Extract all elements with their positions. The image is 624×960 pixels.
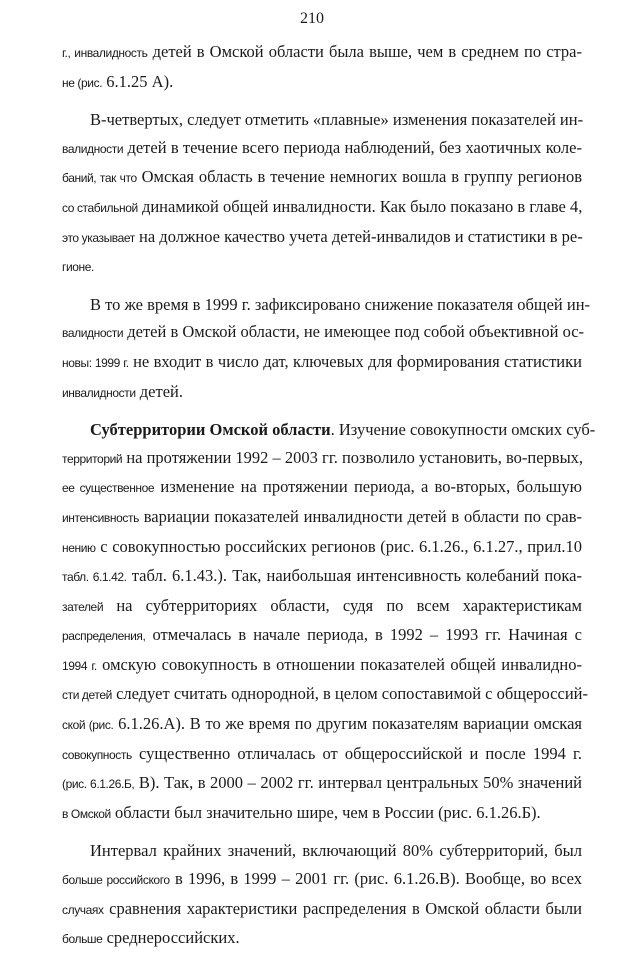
text-line: больше среднероссийских. [62,928,240,948]
text-line: 1994 г. омскую совокупность в отношении показателей общей инвалидно- [62,654,582,674]
text-line: не (рис. 6.1.25 А). [62,71,174,91]
text-line: инвалидности детей. [62,381,183,401]
text-line: ской (рис. 6.1.26.А). В то же время по другим показателям вариации омская [62,714,582,734]
page-text [62,38,596,954]
text-line: валидности детей в Омской области, не имеющее под собой объективной ос- [62,322,585,342]
text-line: зателей на субтерриториях области, судя по всем характеристикам [62,595,582,615]
text-line: сти детей следует считать однородной, в целом сопоставимой с общероссий- [62,684,588,704]
text-line: со стабильной динамикой общей инвалидности. Как было показано в главе 4, [62,196,583,216]
text-line: Интервал крайних значений, включающий 80% субтерриторий, был [90,841,582,861]
section-heading: Субтерритории Омской области [90,420,331,440]
text-line: это указывает на должное качество учета детей-инвалидов и статистики в ре- [62,226,583,246]
text-line: В-четвертых, следует отметить «плавные» изменения показателей ин- [90,110,584,130]
text-line: в Омской области был значительно шире, чем в России (рис. 6.1.26.Б). [62,802,541,822]
text-line: баний, так что Омская область в течение немногих вошла в группу регионов [62,167,582,187]
text-line: новы: 1999 г. не входит в число дат, ключевых для формирования статистики [62,351,582,371]
text-line: валидности детей в течение всего периода наблюдений, без хаотичных коле- [62,137,582,157]
text-line: распределения, отмечалась в начале периода, в 1992 – 1993 гг. Начиная с [62,625,582,645]
page-number: 210 [300,10,324,27]
text-line: Субтерритории Омской области. Изучение совокупности омских суб- [90,420,596,440]
text-line: В то же время в 1999 г. зафиксировано снижение показателя общей ин- [90,294,591,314]
text-line: случаях сравнения характеристики распределения в Омской области были [62,898,582,918]
text-line: совокупность существенно отличалась от общероссийской и после 1994 г. [62,743,582,763]
text-line: ее существенное изменение на протяжении периода, а во-вторых, большую [62,477,582,497]
text-line: территорий на протяжении 1992 – 2003 гг. позволило установить, во-первых, [62,447,584,467]
text-line: интенсивность вариации показателей инвалидности детей в области по срав- [62,506,582,526]
text-line: г., инвалидность детей в Омской области была выше, чем в среднем по стра- [62,42,583,61]
text-line: гионе. [62,260,94,275]
text-line: (рис. 6.1.26.Б, В). Так, в 2000 – 2002 гг. интервал центральных 50% значений [62,773,582,793]
text-line: больше российского в 1996, в 1999 – 2001 гг. (рис. 6.1.26.В). Вообще, во всех [62,869,582,889]
text-line: табл. 6.1.42. табл. 6.1.43.). Так, наибольшая интенсивность колебаний пока- [62,566,582,586]
text-line: нению с совокупностью российских регионов (рис. 6.1.26., 6.1.27., прил.10 [62,536,582,556]
